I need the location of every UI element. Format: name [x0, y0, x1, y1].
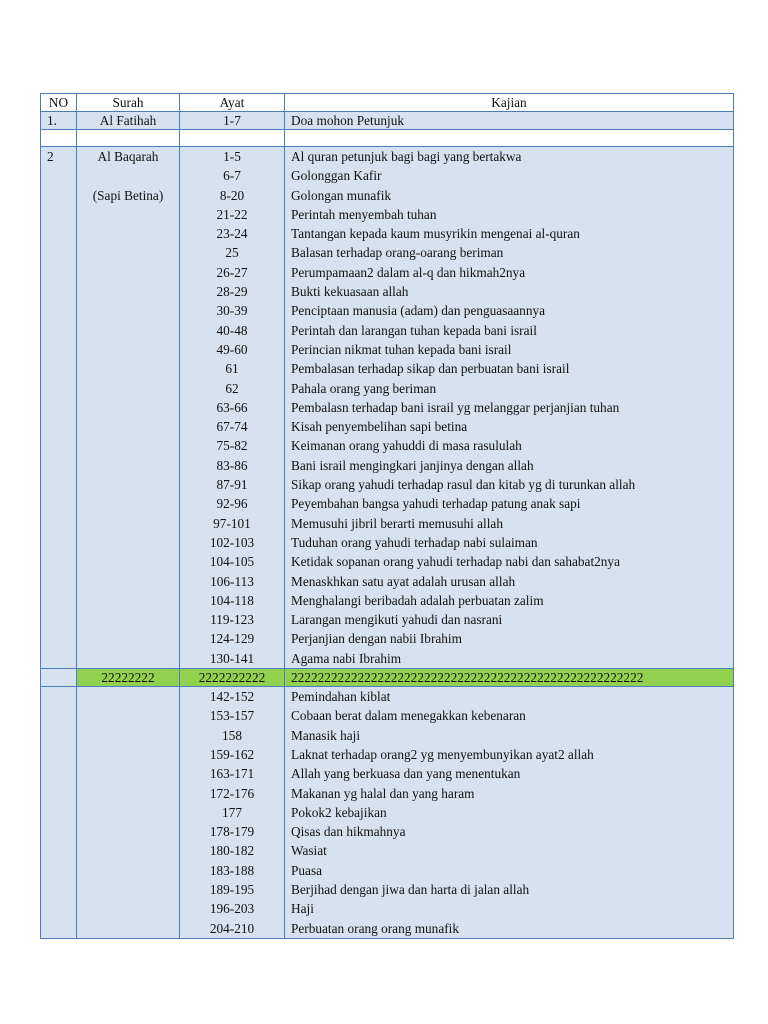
row-ayat: 163-171	[180, 764, 285, 783]
row-kajian: Tantangan kepada kaum musyrikin mengenai al-quran	[285, 224, 734, 243]
row-no	[41, 861, 77, 880]
row-ayat: 83-86	[180, 456, 285, 475]
row-no	[41, 629, 77, 648]
row-kajian: Pembalasan terhadap sikap dan perbuatan bani israil	[285, 359, 734, 378]
row-ayat: 172-176	[180, 784, 285, 803]
row-surah	[77, 205, 180, 224]
table-row	[41, 591, 734, 610]
row-ayat: 97-101	[180, 514, 285, 533]
row-kajian: Allah yang berkuasa dan yang menentukan	[285, 764, 734, 783]
row-surah	[77, 822, 180, 841]
row-no	[41, 822, 77, 841]
row-ayat: 106-113	[180, 572, 285, 591]
row-kajian: Golonggan Kafir	[285, 166, 734, 185]
row-kajian: Balasan terhadap orang-oarang beriman	[285, 243, 734, 262]
row-no	[41, 764, 77, 783]
table-row	[41, 379, 734, 398]
row-ayat: 189-195	[180, 880, 285, 899]
row-ayat: 62	[180, 379, 285, 398]
row-ayat: 204-210	[180, 919, 285, 939]
table-row	[41, 359, 734, 378]
row-surah	[77, 861, 180, 880]
row-kajian: Pembalasn terhadap bani israil yg melanggar perjanjian tuhan	[285, 398, 734, 417]
row-kajian: Doa mohon Petunjuk	[285, 112, 734, 130]
row-surah	[77, 764, 180, 783]
row-surah	[77, 494, 180, 513]
row-no	[41, 533, 77, 552]
row-surah	[77, 552, 180, 571]
row-ayat: 87-91	[180, 475, 285, 494]
row-surah	[77, 572, 180, 591]
row-kajian: Ketidak sopanan orang yahudi terhadap nabi dan sahabat2nya	[285, 552, 734, 571]
header-row	[41, 94, 734, 112]
row-ayat: 23-24	[180, 224, 285, 243]
row-ayat: 183-188	[180, 861, 285, 880]
table-row	[41, 147, 734, 167]
header-kajian: Kajian	[285, 94, 734, 112]
row-surah	[77, 880, 180, 899]
table-row	[41, 552, 734, 571]
row-ayat: 130-141	[180, 649, 285, 669]
table-row	[41, 764, 734, 783]
row-ayat: 177	[180, 803, 285, 822]
row-no	[41, 417, 77, 436]
table-row	[41, 340, 734, 359]
row-kajian: Bani israil mengingkari janjinya dengan allah	[285, 456, 734, 475]
row-ayat: 49-60	[180, 340, 285, 359]
row-ayat: 104-118	[180, 591, 285, 610]
row-surah	[77, 379, 180, 398]
row-surah: Al Fatihah	[77, 112, 180, 130]
row-no	[41, 899, 77, 918]
row-kajian: Cobaan berat dalam menegakkan kebenaran	[285, 706, 734, 725]
row-no	[41, 436, 77, 455]
row-ayat: 92-96	[180, 494, 285, 513]
row-surah	[77, 243, 180, 262]
table-row	[41, 398, 734, 417]
row-kajian: Qisas dan hikmahnya	[285, 822, 734, 841]
table-row	[41, 919, 734, 939]
row-kajian: Agama nabi Ibrahim	[285, 649, 734, 669]
row-ayat: 6-7	[180, 166, 285, 185]
row-surah	[77, 591, 180, 610]
row-no	[41, 784, 77, 803]
table-row	[41, 282, 734, 301]
row-ayat: 180-182	[180, 841, 285, 860]
row-kajian: Wasiat	[285, 841, 734, 860]
row-ayat: 2222222222	[180, 669, 285, 687]
row-ayat: 153-157	[180, 706, 285, 725]
row-surah	[77, 301, 180, 320]
row-no	[41, 572, 77, 591]
row-surah	[77, 282, 180, 301]
row-ayat: 1-7	[180, 112, 285, 130]
row-ayat: 1-5	[180, 147, 285, 167]
row-kajian: Perincian nikmat tuhan kepada bani israil	[285, 340, 734, 359]
table-row	[41, 687, 734, 707]
row-ayat: 67-74	[180, 417, 285, 436]
table-row	[41, 880, 734, 899]
table-row	[41, 456, 734, 475]
row-surah	[77, 687, 180, 707]
row-no	[41, 706, 77, 725]
row-surah	[77, 224, 180, 243]
table-row	[41, 706, 734, 725]
row-kajian: Makanan yg halal dan yang haram	[285, 784, 734, 803]
row-surah	[77, 610, 180, 629]
header-no: NO	[41, 94, 77, 112]
row-kajian: Sikap orang yahudi terhadap rasul dan kitab yg di turunkan allah	[285, 475, 734, 494]
row-ayat: 102-103	[180, 533, 285, 552]
table-row	[41, 841, 734, 860]
row-no	[41, 841, 77, 860]
table-row	[41, 321, 734, 340]
row-no	[41, 224, 77, 243]
row-surah	[77, 784, 180, 803]
row-kajian: Pemindahan kiblat	[285, 687, 734, 707]
table-row	[41, 436, 734, 455]
row-no	[41, 456, 77, 475]
table-row	[41, 224, 734, 243]
row-kajian: Penciptaan manusia (adam) dan penguasaannya	[285, 301, 734, 320]
row-no	[41, 687, 77, 707]
row-ayat: 61	[180, 359, 285, 378]
row-ayat: 178-179	[180, 822, 285, 841]
row-surah	[77, 436, 180, 455]
row-surah	[77, 533, 180, 552]
row-kajian: Laknat terhadap orang2 yg menyembunyikan ayat2 allah	[285, 745, 734, 764]
row-surah	[77, 514, 180, 533]
row-ayat: 104-105	[180, 552, 285, 571]
row-no: 1.	[41, 112, 77, 130]
table-row	[41, 572, 734, 591]
row-kajian: Menaskhkan satu ayat adalah urusan allah	[285, 572, 734, 591]
table-row	[41, 822, 734, 841]
row-no	[41, 340, 77, 359]
row-surah	[77, 841, 180, 860]
table-row	[41, 803, 734, 822]
table-row	[41, 649, 734, 669]
row-no	[41, 514, 77, 533]
row-surah	[77, 359, 180, 378]
row-kajian: Keimanan orang yahuddi di masa rasululah	[285, 436, 734, 455]
row-ayat: 26-27	[180, 263, 285, 282]
row-no	[41, 398, 77, 417]
row-surah	[77, 803, 180, 822]
row-no	[41, 591, 77, 610]
row-kajian: Perumpamaan2 dalam al-q dan hikmah2nya	[285, 263, 734, 282]
row-kajian: Perintah menyembah tuhan	[285, 205, 734, 224]
row-kajian: Haji	[285, 899, 734, 918]
row-kajian: Tuduhan orang yahudi terhadap nabi sulaiman	[285, 533, 734, 552]
row-kajian: Perbuatan orang orang munafik	[285, 919, 734, 939]
row-ayat: 196-203	[180, 899, 285, 918]
row-surah	[77, 919, 180, 939]
row-ayat: 63-66	[180, 398, 285, 417]
row-no	[41, 359, 77, 378]
table-row	[41, 475, 734, 494]
row-no	[41, 552, 77, 571]
table-row	[41, 533, 734, 552]
row-no	[41, 919, 77, 939]
row-surah: Al Baqarah	[77, 147, 180, 167]
row-surah	[77, 166, 180, 185]
header-surah: Surah	[77, 94, 180, 112]
row-surah	[77, 899, 180, 918]
row-no	[41, 243, 77, 262]
row-kajian: Larangan mengikuti yahudi dan nasrani	[285, 610, 734, 629]
row-ayat: 40-48	[180, 321, 285, 340]
row-kajian: Kisah penyembelihan sapi betina	[285, 417, 734, 436]
table-row	[41, 610, 734, 629]
table-row	[41, 301, 734, 320]
table-row	[41, 861, 734, 880]
row-no	[41, 166, 77, 185]
row-ayat: 21-22	[180, 205, 285, 224]
row-no	[41, 880, 77, 899]
row-ayat: 158	[180, 726, 285, 745]
row-kajian: Golongan munafik	[285, 186, 734, 205]
row-kajian: Puasa	[285, 861, 734, 880]
table-row	[41, 417, 734, 436]
row-no	[41, 610, 77, 629]
row-surah: 22222222	[77, 669, 180, 687]
table-row	[41, 166, 734, 185]
header-ayat: Ayat	[180, 94, 285, 112]
row-kajian: Memusuhi jibril berarti memusuhi allah	[285, 514, 734, 533]
row-no	[41, 282, 77, 301]
row-kajian: Manasik haji	[285, 726, 734, 745]
row-ayat: 159-162	[180, 745, 285, 764]
row-surah	[77, 745, 180, 764]
row-surah	[77, 706, 180, 725]
row-no: 2	[41, 147, 77, 167]
row-no	[41, 263, 77, 282]
row-surah	[77, 649, 180, 669]
kajian-table	[40, 93, 734, 939]
row-kajian: Perintah dan larangan tuhan kepada bani israil	[285, 321, 734, 340]
row-ayat: 28-29	[180, 282, 285, 301]
table-row	[41, 494, 734, 513]
row-no	[41, 649, 77, 669]
row-surah	[77, 321, 180, 340]
row-no	[41, 475, 77, 494]
row-ayat: 25	[180, 243, 285, 262]
row-ayat: 8-20	[180, 186, 285, 205]
row-kajian: Pahala orang yang beriman	[285, 379, 734, 398]
row-ayat: 30-39	[180, 301, 285, 320]
row-no	[41, 726, 77, 745]
row-kajian: Perjanjian dengan nabii Ibrahim	[285, 629, 734, 648]
row-surah	[77, 263, 180, 282]
table-row	[41, 263, 734, 282]
table-row	[41, 629, 734, 648]
row-surah: (Sapi Betina)	[77, 186, 180, 205]
table-row	[41, 726, 734, 745]
row-ayat: 119-123	[180, 610, 285, 629]
table-row	[41, 243, 734, 262]
row-ayat: 124-129	[180, 629, 285, 648]
row-ayat: 142-152	[180, 687, 285, 707]
row-no	[41, 494, 77, 513]
row-no	[41, 379, 77, 398]
row-no	[41, 803, 77, 822]
row-kajian: Berjihad dengan jiwa dan harta di jalan allah	[285, 880, 734, 899]
highlighted-row	[41, 669, 734, 687]
row-kajian: Bukti kekuasaan allah	[285, 282, 734, 301]
row-kajian: 22222222222222222222222222222222222222222222222222222	[285, 669, 734, 687]
row-surah	[77, 456, 180, 475]
table-row	[41, 514, 734, 533]
row-surah	[77, 398, 180, 417]
row-surah	[77, 629, 180, 648]
row-kajian: Al quran petunjuk bagi bagi yang bertakwa	[285, 147, 734, 167]
row-surah	[77, 417, 180, 436]
row-no	[41, 669, 77, 687]
row-no	[41, 301, 77, 320]
row-surah	[77, 340, 180, 359]
blank-row	[41, 130, 734, 147]
table-row	[41, 784, 734, 803]
row-ayat: 75-82	[180, 436, 285, 455]
row-no	[41, 205, 77, 224]
table-row	[41, 186, 734, 205]
row-no	[41, 186, 77, 205]
row-no	[41, 321, 77, 340]
table-row	[41, 899, 734, 918]
table-row	[41, 745, 734, 764]
row-no	[41, 745, 77, 764]
row-surah	[77, 475, 180, 494]
row-surah	[77, 726, 180, 745]
row-kajian: Menghalangi beribadah adalah perbuatan zalim	[285, 591, 734, 610]
row-kajian: Pokok2 kebajikan	[285, 803, 734, 822]
table-row	[41, 205, 734, 224]
row-kajian: Peyembahan bangsa yahudi terhadap patung anak sapi	[285, 494, 734, 513]
table-row	[41, 112, 734, 130]
